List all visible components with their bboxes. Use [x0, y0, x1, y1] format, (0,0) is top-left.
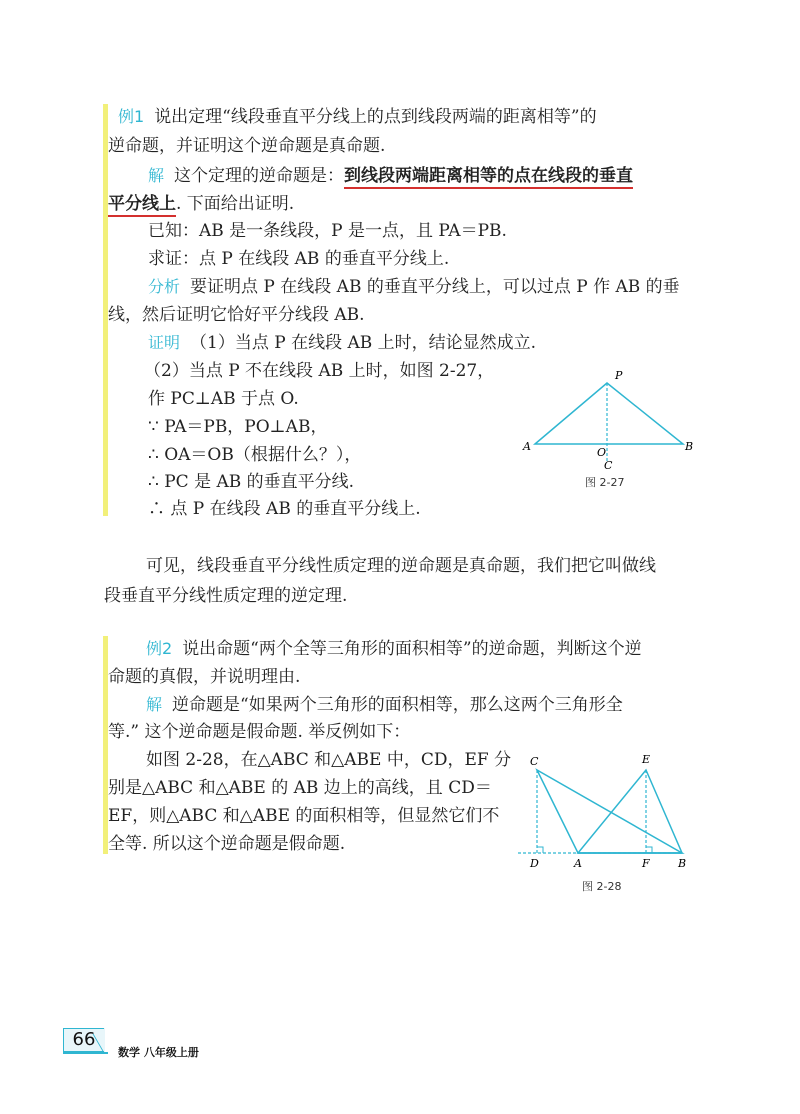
label-C2: C: [530, 755, 539, 768]
proof-line1: 证明 （1）当点 P 在线段 AB 上时，结论显然成立.: [148, 333, 537, 353]
proof-line3: 作 PC⊥AB 于点 O.: [148, 389, 299, 409]
proof-line5: ∴ OA＝OB（根据什么？），: [148, 445, 362, 465]
figure-2-27: [515, 365, 705, 485]
example2-solution-label: 解: [146, 695, 163, 714]
right-angle-f: [646, 847, 652, 853]
label-F: F: [642, 857, 650, 870]
label-E: E: [642, 753, 651, 766]
analysis-line2: 线，然后证明它恰好平分线段 AB.: [108, 305, 365, 325]
triangle-abc: [537, 770, 682, 853]
proof-line4: ∵ PA＝PB，PO⊥AB，: [148, 417, 328, 437]
figure-2-28: [510, 748, 710, 873]
example2-solution-line3: 如图 2-28，在△ABC 和△ABE 中，CD，EF 分: [146, 750, 512, 770]
example2-solution-line4: 别是△ABC 和△ABE 的 AB 边上的高线，且 CD＝: [108, 778, 492, 798]
label-A2: A: [574, 857, 582, 870]
label-C: C: [604, 459, 613, 472]
example2-solution-line6: 全等. 所以这个逆命题是假命题.: [108, 834, 346, 854]
given-statement: 已知：AB 是一条线段，P 是一点，且 PA＝PB.: [148, 221, 507, 241]
proof-line2: （2）当点 P 不在线段 AB 上时，如图 2-27，: [144, 361, 495, 381]
figure-2-28-caption: 图 2-28: [582, 880, 622, 893]
label-P: P: [615, 369, 623, 382]
solution-label: 解: [148, 166, 165, 185]
book-title: 数学 八年级上册: [118, 1046, 199, 1059]
converse-highlight-1: 到线段两端距离相等的点在线段的垂直: [344, 166, 633, 189]
right-angle-d: [537, 847, 543, 853]
middle-line2: 段垂直平分线性质定理的逆定理.: [104, 586, 348, 606]
example2-solution-line1: 解 逆命题是“如果两个三角形的面积相等，那么这两个三角形全: [146, 695, 623, 715]
label-A: A: [523, 440, 531, 453]
example2-solution-line5: EF，则△ABC 和△ABE 的面积相等，但显然它们不: [108, 806, 500, 826]
figure-2-27-caption: 图 2-27: [585, 476, 625, 489]
example1-label: 例1: [118, 107, 145, 126]
converse-highlight-2: 平分线上: [108, 194, 176, 217]
proof-line6: ∴ PC 是 AB 的垂直平分线.: [148, 472, 355, 492]
example1-solution-line2: 平分线上. 下面给出证明.: [108, 193, 294, 215]
analysis-line1: 分析 要证明点 P 在线段 AB 的垂直平分线上，可以过点 P 作 AB 的垂: [148, 277, 680, 297]
label-B2: B: [678, 857, 687, 870]
footer-underline: [63, 1052, 108, 1054]
middle-line1: 可见，线段垂直平分线性质定理的逆命题是真命题，我们把它叫做线: [146, 556, 656, 576]
example2-solution-line2: 等.” 这个逆命题是假命题. 举反例如下：: [108, 722, 411, 742]
example2-label: 例2: [146, 639, 173, 658]
triangle-abe: [578, 770, 682, 853]
label-D: D: [530, 857, 539, 870]
proof-line7: ∴ 点 P 在线段 AB 的垂直平分线上.: [148, 499, 421, 519]
triangle-pab: [535, 383, 683, 444]
example1-line1: 例1 说出定理“线段垂直平分线上的点到线段两端的距离相等”的: [118, 107, 597, 127]
proof-label: 证明: [148, 333, 181, 352]
prove-statement: 求证：点 P 在线段 AB 的垂直平分线上.: [148, 249, 450, 269]
example2-line2: 命题的真假，并说明理由.: [108, 667, 301, 687]
example1-solution-line1: 解 这个定理的逆命题是：到线段两端距离相等的点在线段的垂直: [148, 165, 633, 187]
analysis-label: 分析: [148, 277, 181, 296]
example1-line2: 逆命题，并证明这个逆命题是真命题.: [108, 136, 386, 156]
label-O: O: [597, 446, 607, 459]
label-B: B: [685, 440, 694, 453]
example2-line1: 例2 说出命题“两个全等三角形的面积相等”的逆命题，判断这个逆: [146, 639, 642, 659]
page-number: 66: [63, 1028, 104, 1052]
